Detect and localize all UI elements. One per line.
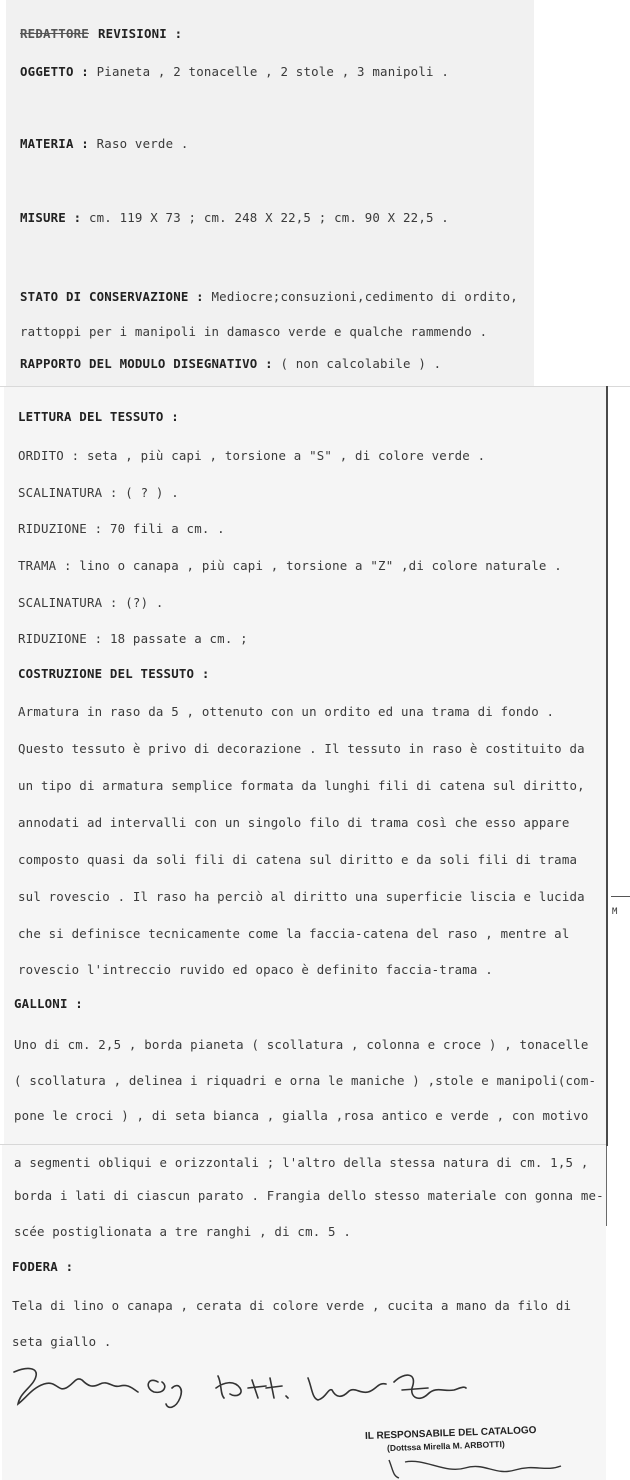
field-rapporto <box>20 356 441 371</box>
field-ordito <box>18 448 485 463</box>
paragraph-line: Armatura in raso da 5 , ottenuto con un ordito ed una trama di fondo . <box>18 704 555 719</box>
page-fold-divider <box>0 386 630 387</box>
field-value: Pianeta , 2 tonacelle , 2 stole , 3 manipoli . <box>96 64 449 79</box>
field-label: TRAMA : <box>18 558 72 573</box>
field-scalinatura <box>18 595 164 610</box>
field-stato <box>20 289 518 304</box>
section-heading-costruzione: COSTRUZIONE DEL TESSUTO : <box>18 666 210 681</box>
field-label: MATERIA : <box>20 136 89 151</box>
field-value: seta , più capi , torsione a "S" , di colore verde . <box>86 448 486 463</box>
page-fold-divider <box>0 1144 606 1145</box>
field-value: 18 passate a cm. ; <box>109 631 248 646</box>
paragraph-line: annodati ad intervalli con un singolo filo di trama così che esso appare <box>18 815 570 830</box>
field-trama <box>18 558 562 573</box>
section-heading-fodera: FODERA : <box>12 1259 74 1274</box>
field-value: ( non calcolabile ) . <box>280 356 442 371</box>
paragraph-line: borda i lati di ciascun parato . Frangia dello stesso materiale con gonna me- <box>14 1188 604 1203</box>
field-value: Raso verde . <box>96 136 189 151</box>
field-label: SCALINATURA : <box>18 595 118 610</box>
right-margin-rule <box>606 386 608 1146</box>
field-value: Mediocre;consuzioni,cedimento di ordito, <box>211 289 518 304</box>
paragraph-line: ( scollatura , delinea i riquadri e orna le maniche ) ,stole e manipoli(com- <box>14 1073 597 1088</box>
field-label: RIDUZIONE : <box>18 631 103 646</box>
paragraph-line: seta giallo . <box>12 1334 112 1349</box>
field-label: RIDUZIONE : <box>18 521 103 536</box>
paragraph-line: rovescio l'intreccio ruvido ed opaco è definito faccia-trama . <box>18 962 493 977</box>
field-label: RAPPORTO DEL MODULO DISEGNATIVO : <box>20 356 273 371</box>
field-label: STATO DI CONSERVAZIONE : <box>20 289 204 304</box>
field-value: ( ? ) . <box>125 485 179 500</box>
field-scalinatura <box>18 485 179 500</box>
field-riduzione <box>18 521 225 536</box>
field-value: 70 fili a cm. . <box>109 521 225 536</box>
paragraph-line: Tela di lino o canapa , cerata di colore verde , cucita a mano da filo di <box>12 1298 572 1313</box>
catalog-stamp <box>364 1425 575 1480</box>
field-misure <box>20 210 449 225</box>
paragraph-line: pone le croci ) , di seta bianca , gialla ,rosa antico e verde , con motivo <box>14 1108 589 1123</box>
section-heading-galloni: GALLONI : <box>14 996 83 1011</box>
field-riduzione <box>18 631 248 646</box>
field-label: SCALINATURA : <box>18 485 118 500</box>
paragraph-line: sul rovescio . Il raso ha perciò al diritto una superficie liscia e lucida <box>18 889 585 904</box>
field-oggetto <box>20 64 449 79</box>
struck-label: REDATTORE <box>20 26 89 41</box>
stamp-signature <box>385 1454 565 1480</box>
scan-page-2 <box>4 386 606 1146</box>
paragraph-line: che si definisce tecnicamente come la faccia-catena del raso , mentre al <box>18 926 570 941</box>
margin-tick <box>611 896 630 897</box>
paragraph-line: un tipo di armatura semplice formata da lunghi fili di catena sul diritto, <box>18 778 585 793</box>
paragraph-line: Uno di cm. 2,5 , borda pianeta ( scollatura , colonna e croce ) , tonacelle <box>14 1037 589 1052</box>
field-value: (?) . <box>125 595 164 610</box>
paragraph-line: a segmenti obliqui e orizzontali ; l'altro della stessa natura di cm. 1,5 , <box>14 1155 589 1170</box>
paragraph-line: Questo tessuto è privo di decorazione . Il tessuto in raso è costituito da <box>18 741 585 756</box>
field-value: lino o canapa , più capi , torsione a "Z" ,di colore naturale . <box>79 558 562 573</box>
margin-mark: M <box>612 907 618 917</box>
stamp-line: (Dottssa Mirella M. ARBOTTI) <box>386 1438 505 1454</box>
handwritten-signature <box>8 1358 468 1418</box>
field-label: MISURE : <box>20 210 82 225</box>
revisions-label: REVISIONI : <box>98 26 183 41</box>
field-stato-line2: rattoppi per i manipoli in damasco verde e qualche rammendo . <box>20 324 488 339</box>
right-margin-rule <box>606 1146 607 1226</box>
paragraph-line: composto quasi da soli fili di catena sul diritto e da soli fili di trama <box>18 852 578 867</box>
field-label: ORDITO : <box>18 448 80 463</box>
field-label: OGGETTO : <box>20 64 89 79</box>
field-materia <box>20 136 189 151</box>
stamp-line: IL RESPONSABILE DEL CATALOGO <box>364 1425 537 1442</box>
field-value: cm. 119 X 73 ; cm. 248 X 22,5 ; cm. 90 X 22,5 . <box>88 210 449 225</box>
section-heading-lettura: LETTURA DEL TESSUTO : <box>18 409 179 424</box>
paragraph-line: scée postiglionata a tre ranghi , di cm. 5 . <box>14 1224 352 1239</box>
